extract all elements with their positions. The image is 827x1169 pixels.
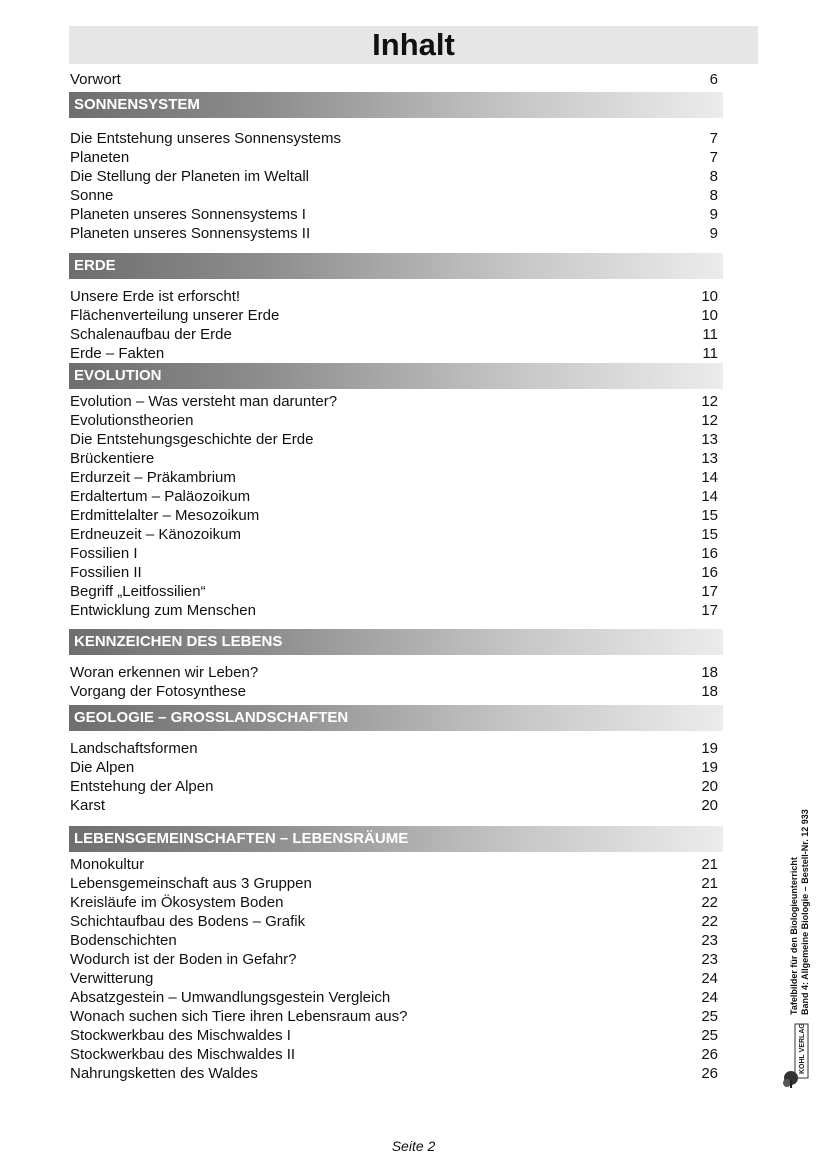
- toc-entry-label: Evolution – Was versteht man darunter?: [70, 393, 338, 410]
- toc-entry-label: Kreisläufe im Ökosystem Boden: [70, 894, 284, 911]
- toc-entry-label: Entstehung der Alpen: [70, 778, 214, 795]
- toc-entry-label: Verwitterung: [70, 970, 154, 987]
- toc-entry-label: Stockwerkbau des Mischwaldes II: [70, 1046, 296, 1063]
- toc-entry-page: 17: [701, 602, 718, 619]
- toc-entry: [70, 1026, 723, 1045]
- toc-entry-page: 15: [701, 526, 718, 543]
- side-text-line-2: Band 4: Allgemeine Biologie – Bestell-Nr. 12 933: [800, 809, 810, 1015]
- toc-entry-label: Bodenschichten: [70, 932, 177, 949]
- toc-entry-label: Schalenaufbau der Erde: [70, 326, 232, 343]
- toc-entry-page: 26: [701, 1046, 718, 1063]
- toc-entry-label: Brückentiere: [70, 450, 155, 467]
- toc-entry-label: Fossilien I: [70, 545, 138, 562]
- toc-entry-page: 24: [701, 970, 718, 987]
- section-heading: KENNZEICHEN DES LEBENS: [69, 629, 723, 655]
- toc-entry: [70, 1007, 723, 1026]
- toc-entry: [70, 663, 723, 682]
- toc-entry: [70, 325, 723, 344]
- toc-entry-label: Die Entstehung unseres Sonnensystems: [70, 130, 341, 147]
- toc-entry-label: Karst: [70, 797, 106, 814]
- toc-entry-page: 8: [709, 168, 718, 185]
- toc-entry: [70, 129, 723, 148]
- toc-entry: [70, 148, 723, 167]
- toc-entry-page: 14: [701, 469, 718, 486]
- toc-entry-label: Monokultur: [70, 856, 145, 873]
- toc-entry-page: 19: [701, 759, 718, 776]
- section-heading: EVOLUTION: [69, 363, 723, 389]
- toc-entry-label: Wonach suchen sich Tiere ihren Lebensraum aus?: [70, 1008, 408, 1025]
- toc-entry-page: 8: [709, 187, 718, 204]
- toc-entry-page: 10: [701, 288, 718, 305]
- toc-entry-label: Die Entstehungsgeschichte der Erde: [70, 431, 314, 448]
- toc-entry-label: Planeten unseres Sonnensystems I: [70, 206, 306, 223]
- toc-entry: [70, 969, 723, 988]
- toc-entry-page: 21: [701, 856, 718, 873]
- toc-entry: [70, 224, 723, 243]
- toc-entry-page: 23: [701, 932, 718, 949]
- toc-entry-page: 17: [701, 583, 718, 600]
- toc-entry-page: 6: [709, 71, 718, 88]
- toc-entry-page: 16: [701, 545, 718, 562]
- toc-entry-label: Lebensgemeinschaft aus 3 Gruppen: [70, 875, 312, 892]
- toc-entry-page: 11: [702, 326, 718, 343]
- toc-entry-label: Erdaltertum – Paläozoikum: [70, 488, 251, 505]
- toc-entry: [70, 506, 723, 525]
- toc-entry-label: Vorwort: [70, 71, 121, 88]
- toc-entry: [70, 1064, 723, 1083]
- toc-entry: [70, 468, 723, 487]
- publisher-side-text: [789, 809, 811, 1015]
- toc-entry: [70, 912, 723, 931]
- toc-entry-label: Nahrungsketten des Waldes: [70, 1065, 258, 1082]
- toc-entry-page: 15: [701, 507, 718, 524]
- toc-entry-page: 7: [709, 130, 718, 147]
- toc-entry: [70, 1045, 723, 1064]
- toc-entry-page: 11: [702, 345, 718, 362]
- toc-entry-page: 25: [701, 1027, 718, 1044]
- toc-entry-page: 19: [701, 740, 718, 757]
- toc-entry-page: 13: [701, 450, 718, 467]
- toc-entry-page: 22: [701, 894, 718, 911]
- toc-entry-page: 13: [701, 431, 718, 448]
- toc-entry-page: 10: [701, 307, 718, 324]
- toc-entry: [70, 988, 723, 1007]
- toc-entry: [70, 411, 723, 430]
- toc-entry-page: 18: [701, 664, 718, 681]
- toc-entry-label: Landschaftsformen: [70, 740, 198, 757]
- toc-entry: [70, 931, 723, 950]
- toc-entry-label: Entwicklung zum Menschen: [70, 602, 256, 619]
- toc-entry-page: 12: [701, 412, 718, 429]
- toc-entry: [70, 392, 723, 411]
- toc-entry: [70, 893, 723, 912]
- section-heading: GEOLOGIE – GROSSLANDSCHAFTEN: [69, 705, 723, 731]
- side-text-line-1: Tafelbilder für den Biologieunterricht: [789, 857, 799, 1015]
- toc-entry: [70, 758, 723, 777]
- section-heading: ERDE: [69, 253, 723, 279]
- toc-entry-page: 9: [709, 206, 718, 223]
- toc-entry-label: Fossilien II: [70, 564, 142, 581]
- toc-entry: [70, 950, 723, 969]
- toc-entry-label: Die Alpen: [70, 759, 135, 776]
- toc-entry-label: Erdurzeit – Präkambrium: [70, 469, 236, 486]
- toc-entry-page: 22: [701, 913, 718, 930]
- toc-entry: [70, 186, 723, 205]
- toc-entry-label: Die Stellung der Planeten im Weltall: [70, 168, 310, 185]
- toc-entry: [70, 777, 723, 796]
- section-heading: LEBENSGEMEINSCHAFTEN – LEBENSRÄUME: [69, 826, 723, 852]
- toc-entry: [70, 544, 723, 563]
- logo-text: KOHL VERLAG: [799, 1023, 806, 1074]
- toc-entry-label: Erde – Fakten: [70, 345, 165, 362]
- toc-entry: [70, 855, 723, 874]
- toc-entry-label: Sonne: [70, 187, 114, 204]
- toc-entry-label: Vorgang der Fotosynthese: [70, 683, 246, 700]
- toc-entry: [70, 205, 723, 224]
- section-heading: SONNENSYSTEM: [69, 92, 723, 118]
- toc-entry-page: 25: [701, 1008, 718, 1025]
- toc-entry-label: Stockwerkbau des Mischwaldes I: [70, 1027, 291, 1044]
- toc-entry-page: 20: [701, 778, 718, 795]
- toc-entry: [70, 306, 723, 325]
- toc-entry-page: 23: [701, 951, 718, 968]
- toc-entry-page: 24: [701, 989, 718, 1006]
- toc-entry-page: 20: [701, 797, 718, 814]
- toc-entry: [70, 874, 723, 893]
- toc-entry: [70, 525, 723, 544]
- toc-entry-page: 12: [701, 393, 718, 410]
- publisher-logo: [782, 1022, 812, 1090]
- toc-entry-label: Planeten unseres Sonnensystems II: [70, 225, 311, 242]
- table-of-contents: [70, 70, 723, 1083]
- toc-entry: [70, 449, 723, 468]
- toc-entry-label: Flächenverteilung unserer Erde: [70, 307, 280, 324]
- toc-entry: [70, 430, 723, 449]
- toc-entry-label: Evolutionstheorien: [70, 412, 194, 429]
- toc-entry-label: Planeten: [70, 149, 130, 166]
- toc-entry: [70, 601, 723, 620]
- toc-entry-label: Unsere Erde ist erforscht!: [70, 288, 241, 305]
- toc-entry: [70, 167, 723, 186]
- toc-entry: [70, 344, 723, 363]
- toc-entry-label: Wodurch ist der Boden in Gefahr?: [70, 951, 297, 968]
- toc-entry-label: Woran erkennen wir Leben?: [70, 664, 259, 681]
- toc-entry-label: Erdmittelalter – Mesozoikum: [70, 507, 260, 524]
- toc-entry-page: 26: [701, 1065, 718, 1082]
- toc-entry-page: 7: [709, 149, 718, 166]
- toc-entry-page: 9: [709, 225, 718, 242]
- toc-entry: [70, 582, 723, 601]
- toc-entry-label: Erdneuzeit – Känozoikum: [70, 526, 241, 543]
- toc-entry: [70, 682, 723, 701]
- toc-entry: [70, 796, 723, 815]
- toc-entry-page: 14: [701, 488, 718, 505]
- toc-entry-label: Begriff „Leitfossilien“: [70, 583, 206, 600]
- toc-entry: [70, 739, 723, 758]
- toc-entry-page: 21: [701, 875, 718, 892]
- toc-entry-page: 16: [701, 564, 718, 581]
- toc-entry-label: Absatzgestein – Umwandlungsgestein Vergleich: [70, 989, 391, 1006]
- toc-entry-page: 18: [701, 683, 718, 700]
- toc-entry: [70, 287, 723, 306]
- page-title: Inhalt: [69, 26, 758, 64]
- toc-entry: [70, 563, 723, 582]
- toc-entry: [70, 70, 723, 89]
- page-number-footer: Seite 2: [391, 1138, 436, 1154]
- toc-entry-label: Schichtaufbau des Bodens – Grafik: [70, 913, 306, 930]
- toc-entry: [70, 487, 723, 506]
